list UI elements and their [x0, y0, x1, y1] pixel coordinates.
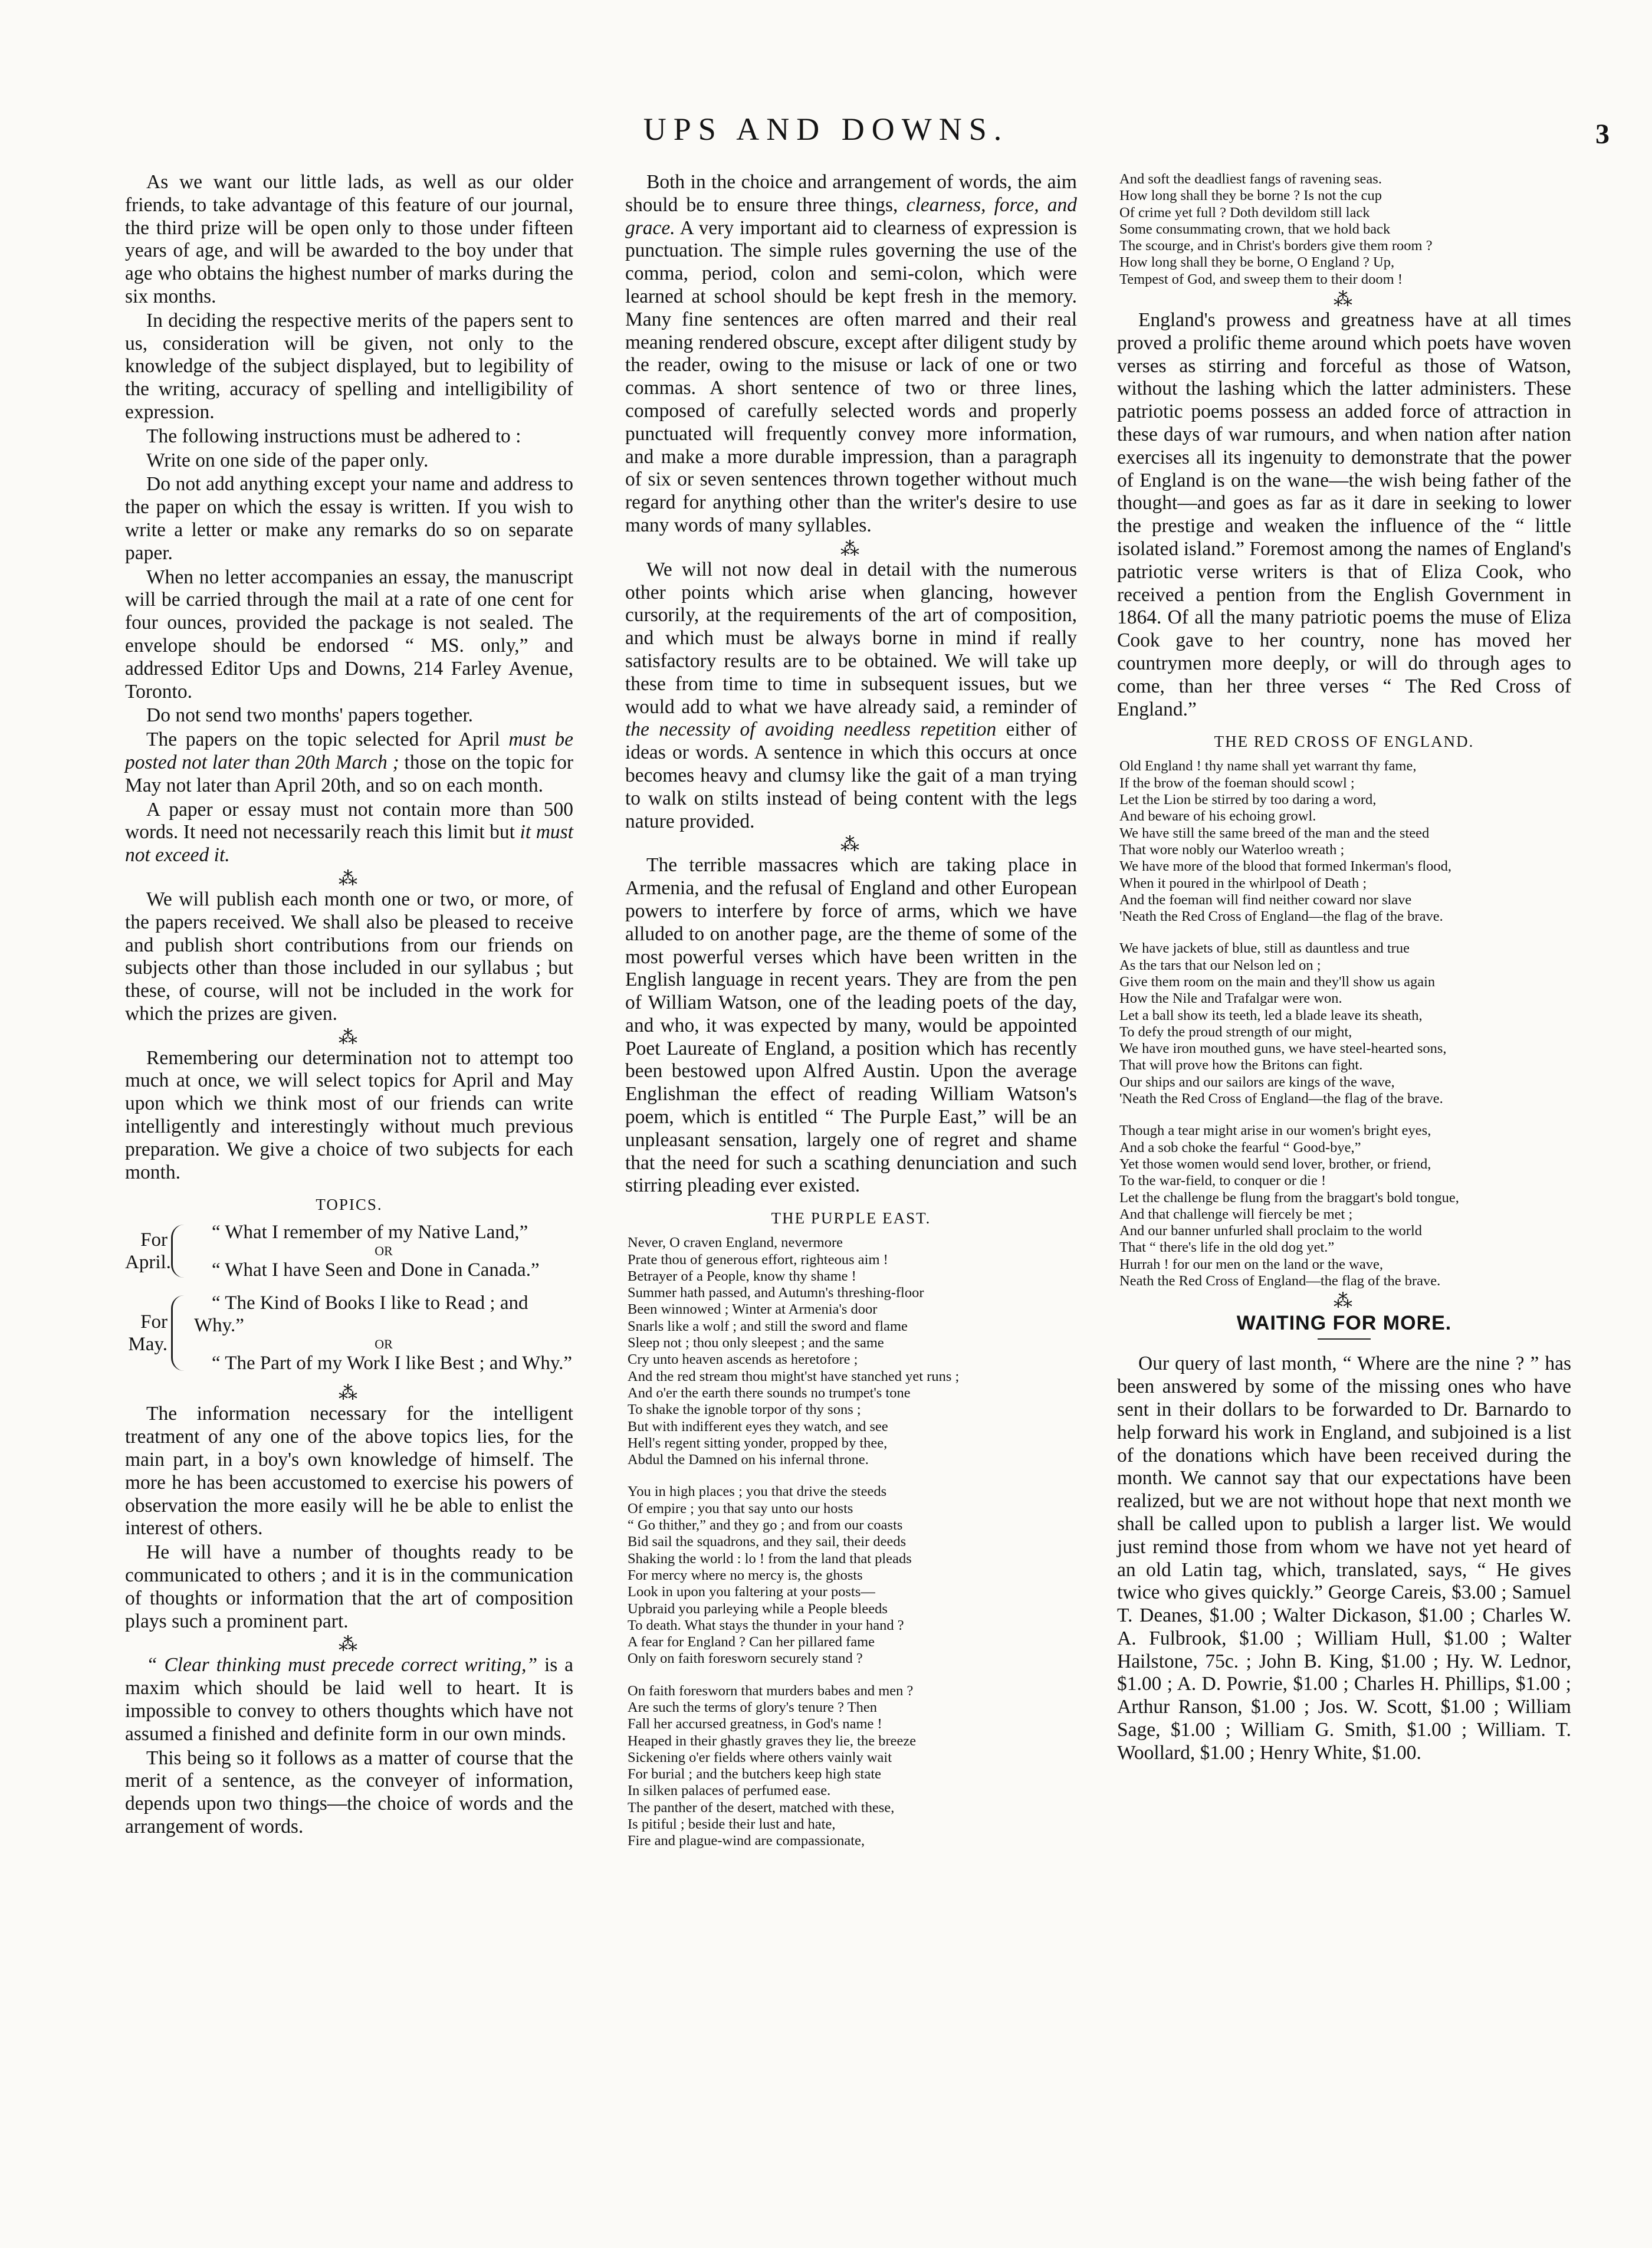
- page-number: 3: [1595, 119, 1610, 150]
- asterism-divider: ⁂: [339, 1026, 360, 1048]
- paragraph: The following instructions must be adhered to :: [146, 425, 521, 447]
- asterism-divider: ⁂: [339, 1382, 360, 1404]
- text-run: either of ideas or words. A sentence in which this occurs at once becomes heavy and clumsy like the gait of a man trying to walk on stilts instead of being content with the legs nature provided.: [625, 718, 1077, 832]
- italic-text: the necessity of avoiding needless repetition: [625, 718, 997, 741]
- paragraph: Do not send two months' papers together.: [146, 704, 474, 727]
- paragraph: We will publish each month one or two, or more, of the papers received. We shall also be pleased to receive and publish short contributions from our friends on subjects other than those included in our syllabus ; but these, of course, will not be included in the work for which the prizes are given.: [125, 888, 573, 1025]
- verse-line: Is pitiful ; beside their lust and hate,: [628, 1816, 836, 1833]
- verse-line: And o'er the earth there sounds no trumpet's tone: [628, 1384, 911, 1401]
- verse-line: That “ there's life in the old dog yet.”: [1119, 1239, 1335, 1256]
- text-run: A very important aid to clearness of expression is punctuation. The simple rules governing the use of the comma, period, colon and semi-colon, which were learned at school should be kept fresh in the memory. Many fine sentences are often marred and their real meaning rendered obscure, except after diligent study by the reader, owing to the misuse or lack of one or two commas. A short sentence of two or three lines, composed of carefully selected words and properly punctuated will frequently convey more information, and make a more durable impression, than a paragraph of six or seven sentences thrown together without much regard for anything other than the writer's desire to use many words of many syllables.: [625, 216, 1077, 536]
- poem-purple-east-continued: [1119, 171, 1571, 288]
- verse-line: And soft the deadliest fangs of ravening seas.: [1119, 171, 1382, 187]
- verse-line: But with indifferent eyes they watch, and see: [628, 1418, 888, 1435]
- italic-text: “ Clear thinking must precede correct writing,”: [146, 1654, 538, 1676]
- heading-rule: [1318, 1338, 1371, 1340]
- verse-line: Neath the Red Cross of England—the flag of the brave.: [1119, 1273, 1441, 1289]
- topic-month-label: For April.: [125, 1229, 171, 1274]
- section-heading: WAITING FOR MORE.: [1236, 1312, 1452, 1335]
- poem-red-cross: [1119, 758, 1571, 1289]
- topic-or: OR: [375, 1337, 393, 1352]
- topic-items: [194, 1292, 573, 1374]
- column-3: [1117, 171, 1571, 1765]
- verse-line: Our ships and our sailors are kings of the wave,: [1119, 1074, 1395, 1090]
- paragraph: [125, 799, 573, 867]
- verse-line: We have more of the blood that formed Inkerman's flood,: [1119, 858, 1452, 875]
- verse-line: How the Nile and Trafalgar were won.: [1119, 990, 1342, 1007]
- verse-line: 'Neath the Red Cross of England—the flag of the brave.: [1119, 1091, 1443, 1107]
- masthead-title: UPS AND DOWNS.: [643, 111, 1009, 147]
- verse-line: Let the Lion be stirred by too daring a word,: [1119, 792, 1377, 808]
- verse-line: “ Go thither,” and they go ; and from our coasts: [628, 1517, 903, 1534]
- verse-line: Yet those women would send lover, brother, or friend,: [1119, 1156, 1431, 1172]
- italic-text: clearness, force, and grace.: [625, 193, 1077, 239]
- brace-icon: [171, 1295, 191, 1371]
- paragraph: [625, 559, 1077, 833]
- stanza: [628, 1683, 1077, 1850]
- stanza: [1119, 758, 1571, 925]
- verse-line: We have iron mouthed guns, we have steel-hearted sons,: [1119, 1041, 1447, 1057]
- verse-line: In silken palaces of perfumed ease.: [628, 1783, 831, 1799]
- verse-line: Summer hath passed, and Autumn's threshing-floor: [628, 1285, 924, 1301]
- verse-line: Some consummating crown, that we hold back: [1119, 221, 1391, 237]
- verse-line: That will prove how the Britons can fight.: [1119, 1057, 1363, 1074]
- verse-line: Upbraid you parleying while a People bleeds: [628, 1600, 888, 1617]
- verse-line: To defy the proud strength of our might,: [1119, 1023, 1352, 1040]
- verse-line: And a sob choke the fearful “ Good-bye,”: [1119, 1139, 1361, 1156]
- topics-heading: TOPICS.: [316, 1196, 383, 1214]
- brace-icon: [171, 1225, 191, 1278]
- verse-line: The panther of the desert, matched with these,: [628, 1799, 895, 1816]
- verse-line: You in high places ; you that drive the steeds: [628, 1484, 887, 1500]
- verse-line: Though a tear might arise in our women's bright eyes,: [1119, 1123, 1431, 1139]
- verse-line: For mercy where no mercy is, the ghosts: [628, 1567, 863, 1583]
- paragraph: The terrible massacres which are taking place in Armenia, and the refusal of England and other European powers to interfere by force of arms, which we have alluded to on another page, are the theme of some of the most powerful verses which have been written in the English language in recent years. They are from the pen of William Watson, one of the leading poets of the day, and who, it was expected by many, would be appointed Poet Laureate of England, a position which has recently been bestowed upon Alfred Austin. Upon the average Englishman the effect of reading William Watson's poem, which is entitled “ The Purple East,” will be an unpleasant sensation, largely one of regret and shame that the need for such a scathing denunciation and such stirring pleading ever existed.: [625, 854, 1077, 1197]
- asterism-divider: ⁂: [339, 1633, 360, 1655]
- stanza: [1119, 940, 1571, 1107]
- paragraph: [625, 171, 1077, 537]
- verse-line: Sickening o'er fields where others vainly wait: [628, 1749, 892, 1765]
- column-1: [125, 171, 573, 1839]
- poem-title: THE RED CROSS OF ENGLAND.: [1214, 733, 1474, 751]
- verse-line: On faith foresworn that murders babes and men ?: [628, 1682, 914, 1699]
- verse-line: Let the challenge be flung from the braggart's bold tongue,: [1119, 1189, 1459, 1206]
- topics-list: [125, 1221, 573, 1374]
- verse-line: How long shall they be borne ? Is not the cup: [1119, 188, 1382, 204]
- verse-line: To death. What stays the thunder in your hand ?: [628, 1617, 904, 1633]
- verse-line: To the war-field, to conquer or die !: [1119, 1173, 1326, 1189]
- verse-line: How long shall they be borne, O England ? Up,: [1119, 254, 1395, 271]
- verse-line: Prate thou of generous effort, righteous aim !: [628, 1251, 888, 1268]
- verse-line: Hurrah ! for our men on the land or the wave,: [1119, 1256, 1383, 1272]
- text-run: A paper or essay must not contain more than 500 words. It need not necessarily reach this limit but: [125, 798, 573, 844]
- paragraph: The information necessary for the intelligent treatment of any one of the above topics lies, for the main part, in a boy's own knowledge of himself. The more he has been accustomed to exercise his powers of observation the more easily will he be able to enlist the interest of others.: [125, 1403, 573, 1540]
- paragraph: This being so it follows as a matter of course that the merit of a sentence, as the conveyer of information, depends upon two things—the choice of words and the arrangement of words.: [125, 1747, 573, 1838]
- verse-line: Tempest of God, and sweep them to their doom !: [1119, 271, 1403, 287]
- stanza: [1119, 171, 1571, 288]
- text-run: We will not now deal in detail with the numerous other points which arise when glancing, however cursorily, at the requirements of the art of composition, and which must be always borne in mind if really satisfactory results are to be obtained. We will take up these from time to time in subsequent issues, but we would add to what we have already said, a reminder of: [625, 558, 1077, 718]
- topic-block-may: [125, 1292, 573, 1374]
- asterism-divider: ⁂: [840, 537, 862, 559]
- verse-line: Let a ball show its teeth, led a blade leave its sheath,: [1119, 1007, 1423, 1023]
- paragraph: Write on one side of the paper only.: [146, 449, 429, 471]
- verse-line: Fire and plague-wind are compassionate,: [628, 1833, 865, 1849]
- italic-text: it must not exceed it.: [125, 821, 573, 867]
- verse-line: Never, O craven England, nevermore: [628, 1235, 843, 1251]
- text-run: is a maxim which should be laid well to heart. It is impossible to convey to others thoughts which have not assumed a finished and definite form in our own minds.: [125, 1654, 573, 1745]
- verse-line: And the red stream thou might'st have stanched yet runs ;: [628, 1368, 960, 1384]
- text-run: The papers on the topic selected for April: [146, 728, 509, 751]
- verse-line: Snarls like a wolf ; and still the sword and flame: [628, 1318, 908, 1334]
- asterism-divider: ⁂: [339, 867, 360, 889]
- topic-items: [194, 1221, 573, 1281]
- verse-line: Only on faith foresworn securely stand ?: [628, 1650, 863, 1667]
- paragraph: [125, 728, 573, 797]
- verse-line: If the brow of the foeman should scowl ;: [1119, 775, 1355, 791]
- verse-line: To shake the ignoble torpor of thy sons ;: [628, 1402, 861, 1418]
- text-run: those on the topic for May not later than April 20th, and so on each month.: [125, 751, 573, 796]
- verse-line: 'Neath the Red Cross of England—the flag of the brave.: [1119, 908, 1443, 925]
- paragraph: Our query of last month, “ Where are the nine ? ” has been answered by some of the missing ones who have sent in their dollars to be forwarded to Dr. Barnardo to help forward his work in England, and subjoined is a list of the donations which have been received during the month. We cannot say that our expectations have been realized, but we are not without hope that next month we shall be called upon to publish a larger list. We would just remind those from whom we have not yet heard of an old Latin tag, which, translated, says, “ He gives twice who gives quickly.” George Careis, $3.00 ; Samuel T. Deanes, $1.00 ; Walter Dickason, $1.00 ; Charles W. A. Fulbrook, $1.00 ; William Hull, $1.00 ; Walter Hailstone, 75c. ; John B. King, $1.00 ; Hy. W. Lednor, $1.00 ; A. D. Powrie, $1.00 ; Charles H. Phillips, $1.00 ; Arthur Ranson, $1.00 ; Jos. W. Scott, $1.00 ; William Sage, $1.00 ; William G. Smith, $1.00 ; William. T. Woollard, $1.00 ; Henry White, $1.00.: [1117, 1353, 1571, 1764]
- verse-line: The scourge, and in Christ's borders give them room ?: [1119, 238, 1433, 254]
- topic-item: “ What I have Seen and Done in Canada.”: [212, 1259, 540, 1281]
- paragraph: [125, 1654, 573, 1745]
- verse-line: Heaped in their ghastly graves they lie, the breeze: [628, 1732, 917, 1749]
- asterism-divider: ⁂: [1334, 1290, 1355, 1312]
- verse-line: And that challenge will fiercely be met ;: [1119, 1206, 1353, 1222]
- verse-line: A fear for England ? Can her pillared fame: [628, 1634, 875, 1650]
- verse-line: Hell's regent sitting yonder, propped by thee,: [628, 1435, 888, 1451]
- verse-line: As the tars that our Nelson led on ;: [1119, 957, 1321, 973]
- topic-item: “ The Kind of Books I like to Read ; and Why.”: [194, 1292, 528, 1337]
- topic-or: OR: [375, 1243, 393, 1259]
- topic-month-label: For May.: [128, 1311, 168, 1356]
- paragraph: In deciding the respective merits of the papers sent to us, consideration will be given, not only to the knowledge of the subject displayed, but to legibility of the writing, accuracy of spelling and intelligibility of expression.: [125, 309, 573, 423]
- verse-line: Of empire ; you that say unto our hosts: [628, 1500, 853, 1517]
- stanza: [628, 1484, 1077, 1667]
- paragraph: Do not add anything except your name and address to the paper on which the essay is written. If you wish to write a letter or make any remarks do so on separate paper.: [125, 473, 573, 564]
- verse-line: Are such the terms of glory's tenure ? Then: [628, 1699, 878, 1715]
- column-2: [625, 171, 1077, 1865]
- paragraph: As we want our little lads, as well as our older friends, to take advantage of this feature of our journal, the third prize will be open only to those under fifteen years of age, and will be awarded to the boy under that age who obtains the highest number of marks during the six months.: [125, 171, 573, 307]
- stanza: [1119, 1123, 1571, 1289]
- verse-line: Cry unto heaven ascends as heretofore ;: [628, 1351, 858, 1368]
- topic-item: “ The Part of my Work I like Best ; and Why.”: [212, 1353, 573, 1374]
- verse-line: And our banner unfurled shall proclaim to the world: [1119, 1223, 1423, 1239]
- verse-line: Fall her accursed greatness, in God's name !: [628, 1716, 882, 1732]
- asterism-divider: ⁂: [1334, 288, 1355, 310]
- verse-line: Been winnowed ; Winter at Armenia's door: [628, 1301, 878, 1318]
- verse-line: Look in upon you faltering at your posts—: [628, 1584, 875, 1600]
- paragraph: England's prowess and greatness have at all times proved a prolific theme around which poets have woven verses as stirring and forceful as those of Watson, without the lashing which the latter administers. These patriotic poems possess an added force of attraction in these days of war rumours, and when nation after nation exercises all its ingenuity to demonstrate that the power of England is on the wane—the wish being father of the thought—and goes as far as it dare in seeking to lower the prestige and weaken the influence of the “ little isolated island.” Foremost among the names of England's patriotic verse writers is that of Eliza Cook, who received a pention from the English Government in 1864. Of all the many patriotic poems the muse of Eliza Cook gave to her country, none has moved her countrymen more deeply, or will do through ages to come, than her three verses “ The Red Cross of England.”: [1117, 309, 1571, 720]
- topic-block-april: [125, 1221, 573, 1281]
- paragraph: He will have a number of thoughts ready to be communicated to others ; and it is in the communication of thoughts or information that the art of composition plays such a prominent part.: [125, 1541, 573, 1632]
- verse-line: That wore nobly our Waterloo wreath ;: [1119, 841, 1345, 858]
- verse-line: Of crime yet full ? Doth devildom still lack: [1119, 204, 1370, 221]
- poem-title: THE PURPLE EAST.: [771, 1209, 931, 1228]
- topic-item: “ What I remember of my Native Land,”: [212, 1222, 528, 1243]
- verse-line: Give them room on the main and they'll show us again: [1119, 973, 1436, 990]
- stanza: [628, 1235, 1077, 1468]
- text-run: Both in the choice and arrangement of words, the aim should be to ensure three things,: [625, 171, 1077, 216]
- verse-line: We have still the same breed of the man and the steed: [1119, 825, 1430, 841]
- verse-line: When it poured in the whirlpool of Death ;: [1119, 875, 1367, 891]
- paragraph: Remembering our determination not to attempt too much at once, we will select topics for April and May upon which we think most of our friends can write intelligently and interestingly without much previous preparation. We give a choice of two subjects for each month.: [125, 1046, 573, 1183]
- paragraph: When no letter accompanies an essay, the manuscript will be carried through the mail at a rate of one cent for four ounces, provided the package is not sealed. The envelope should be endorsed “ MS. only,” and addressed Editor Ups and Downs, 214 Farley Avenue, Toronto.: [125, 566, 573, 703]
- verse-line: Sleep not ; thou only sleepest ; and the same: [628, 1335, 884, 1351]
- verse-line: Shaking the world : lo ! from the land that pleads: [628, 1550, 912, 1567]
- verse-line: Old England ! thy name shall yet warrant thy fame,: [1119, 758, 1417, 775]
- asterism-divider: ⁂: [840, 833, 862, 855]
- poem-purple-east: [628, 1235, 1077, 1849]
- verse-line: We have jackets of blue, still as dauntless and true: [1119, 940, 1410, 957]
- verse-line: Betrayer of a People, know thy shame !: [628, 1268, 856, 1284]
- verse-line: Abdul the Damned on his infernal throne.: [628, 1452, 869, 1468]
- verse-line: And beware of his echoing growl.: [1119, 808, 1316, 825]
- verse-line: For burial ; and the butchers keep high state: [628, 1766, 881, 1783]
- verse-line: And the foeman will find neither coward nor slave: [1119, 891, 1412, 908]
- verse-line: Bid sail the squadrons, and they sail, their deeds: [628, 1534, 907, 1550]
- italic-text: must be posted not later than 20th March ;: [125, 728, 574, 773]
